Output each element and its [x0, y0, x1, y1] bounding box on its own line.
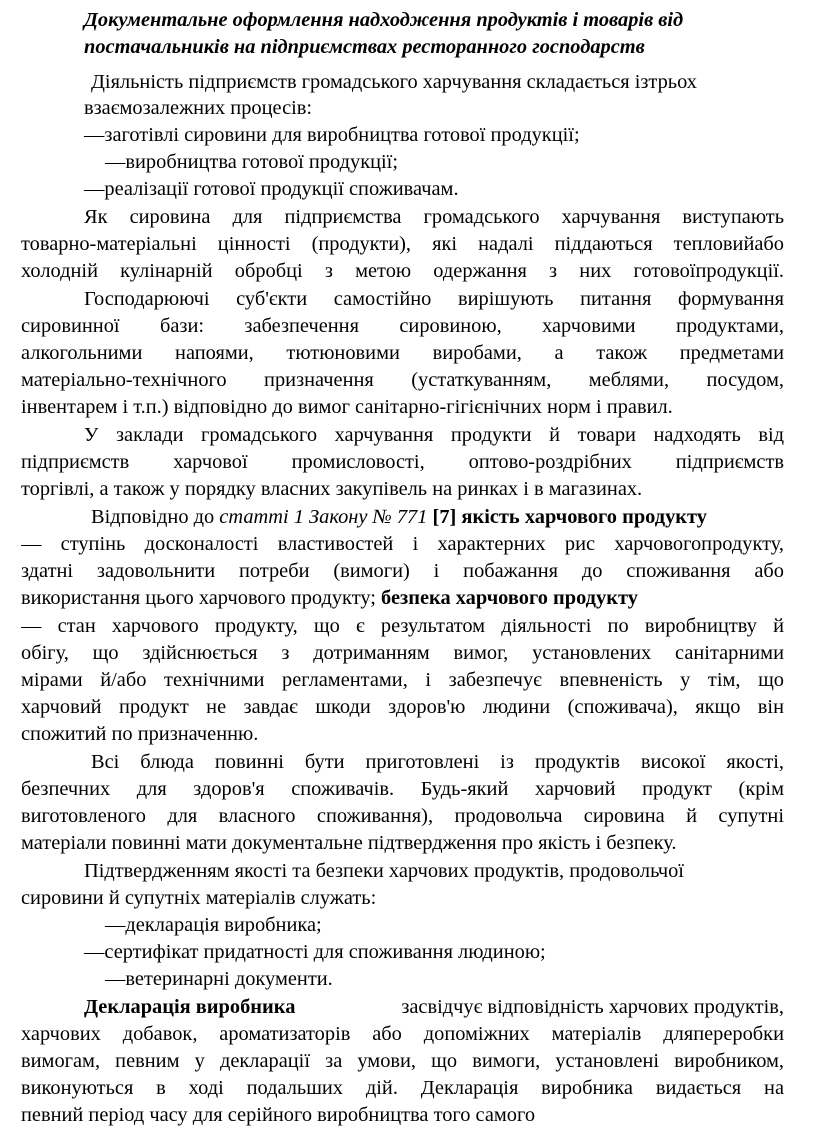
law-reference: статті 1 Закону № 771	[219, 506, 428, 528]
text-line: Діяльність підприємств громадського харчування складається ізтрьох	[91, 71, 697, 93]
text-line: спожитий по призначенню.	[21, 723, 259, 745]
text-line: харчових добавок, ароматизаторів або допоміжних матеріалів дляпереробки	[21, 1023, 784, 1045]
text-line: певний період часу для серійного виробництва того самого	[21, 1104, 536, 1126]
text-line: безпечних для здоров'я споживачів. Будь-який харчовий продукт (крім	[21, 778, 784, 800]
text-line: здатні задовольнити потреби (вимоги) і побажання до споживання або	[21, 560, 784, 582]
text-line	[21, 584, 638, 612]
text-line: харчовий продукт не завдає шкоди здоров'ю людини (споживача), якщо він	[21, 696, 784, 718]
text-line: У заклади громадського харчування продукти й товари надходять від	[84, 424, 784, 446]
text-line: сировини й супутніх матеріалів служать:	[21, 887, 377, 909]
text-line: мірами й/або технічними регламентами, і забезпечує впевненість у тім, що	[21, 669, 784, 691]
list-item: —реалізації готової продукції споживачам.	[84, 178, 459, 200]
text-run: використання цього харчового продукту;	[21, 587, 382, 609]
text-run: засвідчує відповідність харчових продуктів,	[401, 996, 784, 1018]
list-item: —декларація виробника;	[105, 914, 322, 936]
text-line: інвентарем і т.п.) відповідно до вимог санітарно-гігієнічних норм і правил.	[21, 396, 673, 418]
text-line: товарно-матеріальні цінності (продукти), які надалі піддаються тепловийабо	[21, 233, 784, 255]
text-line: Всі блюда повинні бути приготовлені із продуктів високої якості,	[91, 751, 784, 773]
term-declaration: Декларація виробника	[84, 996, 296, 1018]
term-quality: [7] якість харчового продукту	[427, 506, 707, 528]
title-line: постачальників на підприємствах ресторанного господарств	[84, 36, 645, 58]
title-line: Документальне оформлення надходження продуктів і товарів від	[84, 9, 684, 31]
text-line: вимогам, певним у декларації за умови, що вимоги, установлені виробником,	[21, 1050, 784, 1072]
text-run: Відповідно до	[91, 506, 220, 528]
list-item: —ветеринарні документи.	[105, 968, 333, 990]
text-line	[84, 993, 784, 1021]
text-line: обігу, що здійснюється з дотриманням вимог, установлених санітарними	[21, 642, 784, 664]
text-line	[91, 503, 707, 531]
text-line: Підтвердженням якості та безпеки харчових продуктів, продовольчої	[84, 860, 684, 882]
list-item: —сертифікат придатності для споживання людиною;	[84, 941, 546, 963]
text-line: Як сировина для підприємства громадського харчування виступають	[84, 206, 784, 228]
text-line: торгівлі, а також у порядку власних закупівель на ринках і в магазинах.	[21, 478, 643, 500]
text-line: — ступінь досконалості властивостей і характерних рис харчовогопродукту,	[21, 533, 784, 555]
list-item: —виробництва готової продукції;	[105, 151, 399, 173]
term-safety: безпека харчового продукту	[381, 587, 638, 609]
document-title	[84, 7, 784, 61]
text-line: виконуються в ході подальших дій. Декларація виробника видається на	[21, 1077, 784, 1099]
text-line: взаємозалежних процесів:	[84, 97, 313, 119]
text-line: холодній кулінарній обробці з метою одержання з них готовоїпродукції.	[21, 260, 784, 282]
list-item: —заготівлі сировини для виробництва готової продукції;	[84, 124, 580, 146]
text-line: алкогольними напоями, тютюновими виробами, а також предметами	[21, 342, 784, 364]
text-line: матеріали повинні мати документальне підтвердження про якість і безпеку.	[21, 832, 677, 854]
text-line: матеріально-технічного призначення (устаткуванням, меблями, посудом,	[21, 369, 784, 391]
text-line: підприємств харчової промисловості, оптово-роздрібних підприємств	[21, 451, 784, 473]
text-line: — стан харчового продукту, що є результатом діяльності по виробництву й	[21, 615, 784, 637]
text-line: виготовленого для власного споживання), продовольча сировина й супутні	[21, 805, 784, 827]
text-line: сировинної бази: забезпечення сировиною, харчовими продуктами,	[21, 315, 784, 337]
text-line: Господарюючі суб'єкти самостійно вирішують питання формування	[84, 288, 784, 310]
